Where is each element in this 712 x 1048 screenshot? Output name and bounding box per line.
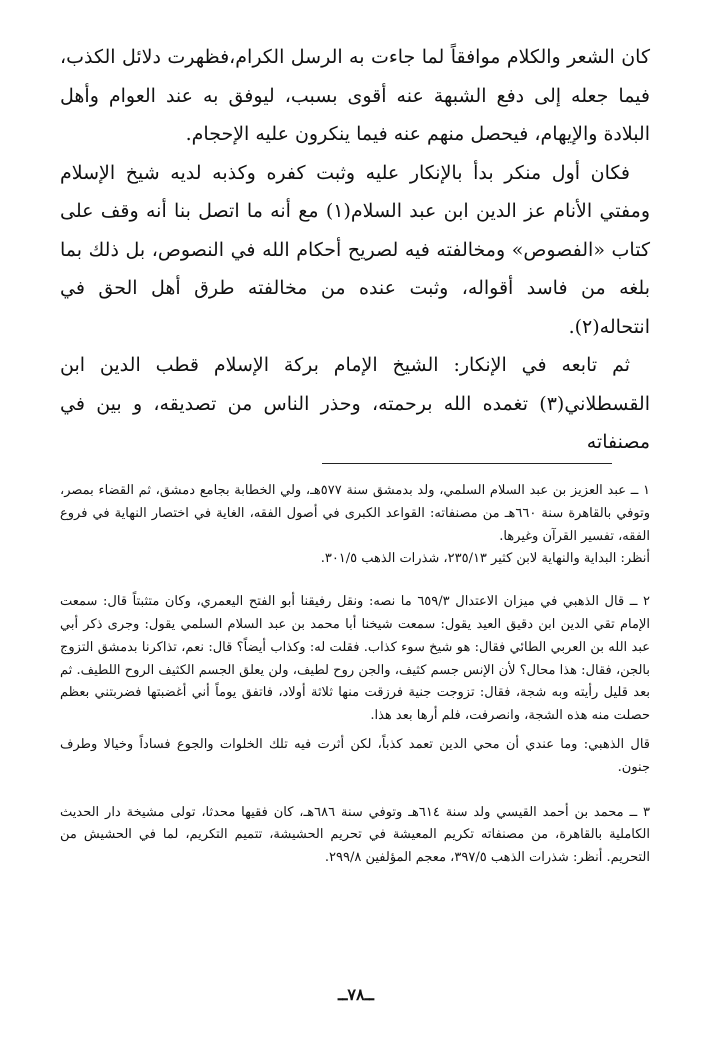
paragraph-3: ثم تابعه في الإنكار: الشيخ الإمام بركة الإسلام قطب الدين ابن القسطلاني(٣) تغمده الله برحمته، وحذر الناس من تصديقه، و بين في مصنفاته [60, 354, 650, 453]
footnotes [60, 480, 650, 870]
footnote-3: ٣ ــ محمد بن أحمد القيسي ولد سنة ٦١٤هـ وتوفي سنة ٦٨٦هـ، كان فقيها محدثا، تولى مشيخة دار الحديث الكاملية بالقاهرة، من مصنفاته تكريم المعيشة في تحريم الحشيشة، تتميم التكريم، لما في الحشيش من التحريم. أنظر: شذرات الذهب ٣٩٧/٥، معجم المؤلفين ٢٩٩/٨. [60, 804, 650, 866]
footnote-1-reference: أنظر: البداية والنهاية لابن كثير ٢٣٥/١٣، شذرات الذهب ٣٠١/٥. [320, 551, 650, 567]
paragraph-1: كان الشعر والكلام موافقاً لما جاءت به الرسل الكرام،فظهرت دلائل الكذب، فيما جعله إلى دفع الشبهة عنه أقوى بسبب، ليوفق به عند العوام وأهل البلادة والإيهام، فيحصل منهم عنه فيما ينكرون عليه الإحجام. [60, 46, 650, 145]
footnote-2: ٢ ــ قال الذهبي في ميزان الاعتدال ٦٥٩/٣ ما نصه: ونقل رفيقنا أبو الفتح اليعمري، وكان متثبتاً قال: سمعت الإمام تقي الدين ابن دقيق العيد يقول: سمعت شيخنا أبا محمد بن عبد السلام السلمي يقول: وجرى ذكر أبي عبد الله بن العربي الطائي فقال: هو شيخ سوء كذاب. فقلت له: وكذاب أيضاً؟ قال: نعم، تذاكرنا بدمشق التزوج بالجن، فقال: هذا محال؟ لأن الإنس جسم كثيف، والجن روح لطيف، ولن يعلق الجسم الكثيف الروح اللطيف. ثم بعد قليل رأيته وبه شجة، فقال: تزوجت جنية فرزقت منها ثلاثة أولاد، فاتفق يوماً أني أغضبتها فضربتني بعظم حصلت منه هذه الشجة، وانصرفت، فلم أرها بعد هذا. [60, 594, 650, 724]
footnote-2-continuation: قال الذهبي: وما عندي أن محي الدين تعمد كذباً، لكن أثرت فيه تلك الخلوات والجوع فساداً وخيالا وطرف جنون. [60, 736, 650, 775]
main-text [60, 38, 650, 462]
paragraph-2: فكان أول منكر بدأ بالإنكار عليه وثبت كفره وكذبه لديه شيخ الإسلام ومفتي الأنام عز الدين ابن عبد السلام(١) مع أنه ما اتصل بنا أنه وقف على كتاب «الفصوص» ومخالفته فيه لصريح أحكام الله في النصوص، بل ذلك بما بلغه من فاسد أقواله، وثبت عنده من مخالفته طرق أهل الحق في انتحاله(٢). [60, 161, 650, 338]
page-number: ــ٧٨ــ [338, 985, 374, 1004]
footnote-1: ١ ــ عبد العزيز بن عبد السلام السلمي، ولد بدمشق سنة ٥٧٧هـ، ولي الخطابة بجامع دمشق، ثم القضاء بمصر، وتوفي بالقاهرة سنة ٦٦٠هـ من مصنفاته: القواعد الكبرى في أصول الفقه، الغاية في اختصار النهاية في فروع الفقه، تفسير القرآن وغيرها. [60, 483, 650, 544]
footnote-divider [322, 463, 612, 464]
